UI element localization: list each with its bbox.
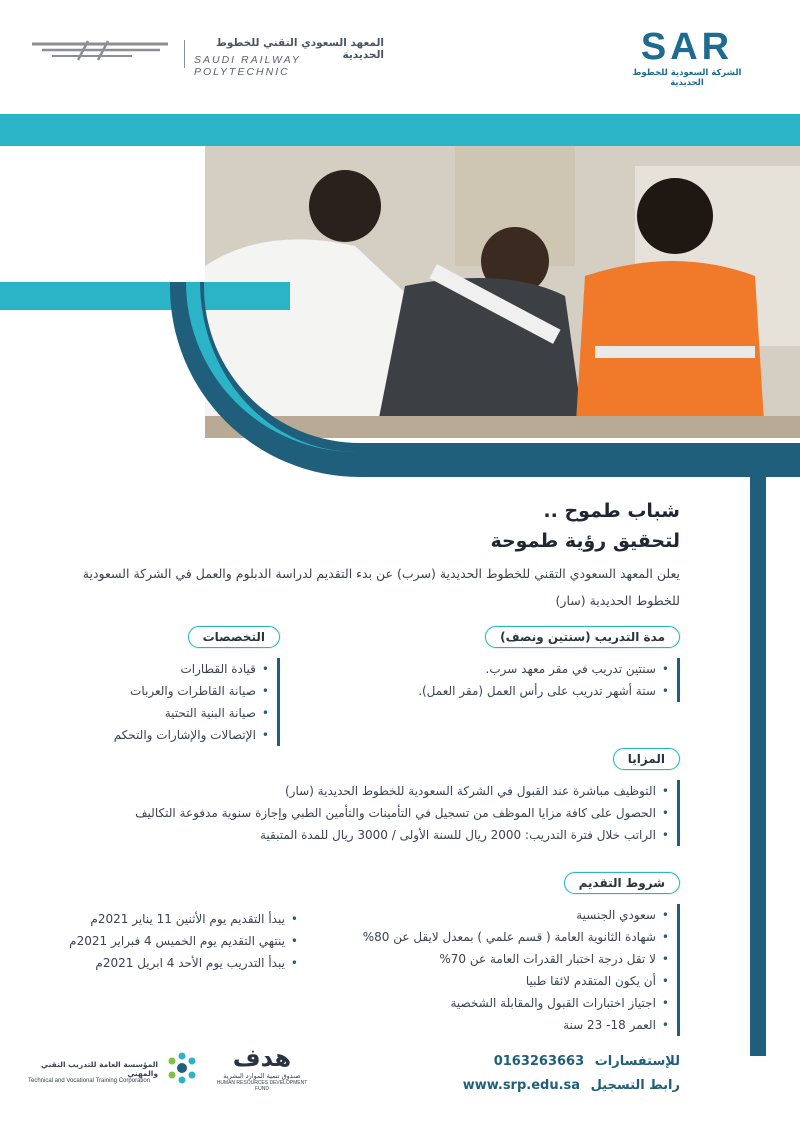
list-item: • الراتب خلال فترة التدريب: 2000 ريال للسنة الأولى / 3000 ريال للمدة المتبقية [120, 824, 669, 846]
teal-frame-arc [186, 282, 800, 452]
hrdf-name-en: HUMAN RESOURCES DEVELOPMENT FUND [216, 1080, 308, 1092]
contact-block [450, 1050, 680, 1098]
list-item: • صيانة البنية التحتية [140, 702, 269, 724]
list-item: • صيانة القاطرات والعربات [140, 680, 269, 702]
benefits-list [120, 780, 669, 846]
tvtc-star-icon [164, 1050, 200, 1086]
sar-wordmark: SAR [640, 26, 734, 68]
benefits-title: المزايا [613, 748, 680, 770]
specializations-body [113, 658, 280, 746]
list-item: • يبدأ التقديم يوم الأثنين 11 يناير 2021م [68, 908, 298, 930]
list-item: • التوظيف مباشرة عند القبول في الشركة السعودية للخطوط الحديدية (سار) [120, 780, 669, 802]
list-item: • الحصول على كافة مزايا الموظف من تسجيل في التأمينات والتأمين الطبي وإجازة سنوية مدفوعة التكاليف [120, 802, 669, 824]
list-item: • ينتهي التقديم يوم الخميس 4 فبراير 2021م [68, 930, 298, 952]
training-duration-section [400, 626, 680, 702]
top-teal-band [0, 114, 800, 146]
benefits-body [120, 780, 680, 846]
conditions-title: شروط التقديم [564, 872, 680, 894]
register-link[interactable]: www.srp.edu.sa [462, 1078, 581, 1093]
inquiries-phone[interactable]: 0163263663 [493, 1054, 585, 1069]
srp-name-ar: المعهد السعودي التقني للخطوط الحديدية [215, 37, 384, 61]
list-item: • الإتصالات والإشارات والتحكم [140, 724, 269, 746]
sar-name-ar: الشركة السعودية للخطوط الحديدية [632, 68, 742, 88]
conditions-list [362, 904, 669, 1036]
specializations-title: التخصصات [188, 626, 280, 648]
conditions-section [362, 872, 680, 1036]
headline [490, 496, 680, 556]
specializations-list [113, 658, 269, 746]
srp-rail-logo-icon [28, 38, 178, 64]
srp-name-en: SAUDI RAILWAY POLYTECHNIC [194, 54, 301, 78]
list-item: • لا تقل درجة اختبار القدرات العامة عن 70% [440, 948, 669, 970]
srp-logo-divider [184, 40, 185, 68]
list-item: • يبدأ التدريب يوم الأحد 4 ابريل 2021م [68, 952, 298, 974]
list-item: • اجتياز اختبارات القبول والمقابلة الشخصية [440, 992, 669, 1014]
register-row [450, 1074, 680, 1098]
register-label: رابط التسجيل [590, 1078, 680, 1093]
srp-logo [28, 34, 384, 78]
inquiries-row [450, 1050, 680, 1074]
list-item: • العمر 18- 23 سنة [440, 1014, 669, 1036]
list-item: • ستة أشهر تدريب على رأس العمل (مقر العمل). [400, 680, 669, 702]
right-navy-band [750, 476, 766, 1056]
hrdf-logo [212, 1044, 312, 1092]
tvtc-logo [28, 1048, 208, 1088]
tvtc-name-ar: المؤسسة العامة للتدريب التقني والمهني [41, 1060, 158, 1078]
tvtc-text [28, 1060, 158, 1084]
list-item: • أن يكون المتقدم لائقا طبيا [440, 970, 669, 992]
list-item: • سنتين تدريب في مقر معهد سرب. [400, 658, 669, 680]
sar-logo [622, 28, 752, 88]
headline-line-2: لتحقيق رؤية طموحة [490, 530, 680, 552]
application-dates [68, 908, 298, 974]
tvtc-name-en: Technical and Vocational Training Corporation [28, 1078, 151, 1084]
list-item: • قيادة القطارات [140, 658, 269, 680]
training-duration-body [400, 658, 680, 702]
dates-list [68, 908, 298, 974]
list-item: • شهادة الثانوية العامة ( قسم علمي ) بمعدل لايقل عن 80% [440, 926, 669, 948]
training-duration-list [400, 658, 669, 702]
training-duration-title: مدة التدريب (سنتين ونصف) [485, 626, 680, 648]
headline-line-1: شباب طموح .. [543, 500, 680, 522]
intro-paragraph: يعلن المعهد السعودي التقني للخطوط الحديدية (سرب) عن بدء التقديم لدراسة الدبلوم والعمل في الشركة السعودية للخطوط الحديدية (سار) [82, 566, 680, 608]
benefits-section [120, 748, 680, 846]
hrdf-wordmark: هدف [232, 1044, 292, 1072]
specializations-section [113, 626, 280, 746]
list-item: • سعودي الجنسية [440, 904, 669, 926]
inquiries-label: للإستفسارات [594, 1054, 680, 1069]
conditions-body [362, 904, 680, 1036]
hrdf-name-ar: صندوق تنمية الموارد البشرية [223, 1072, 301, 1080]
